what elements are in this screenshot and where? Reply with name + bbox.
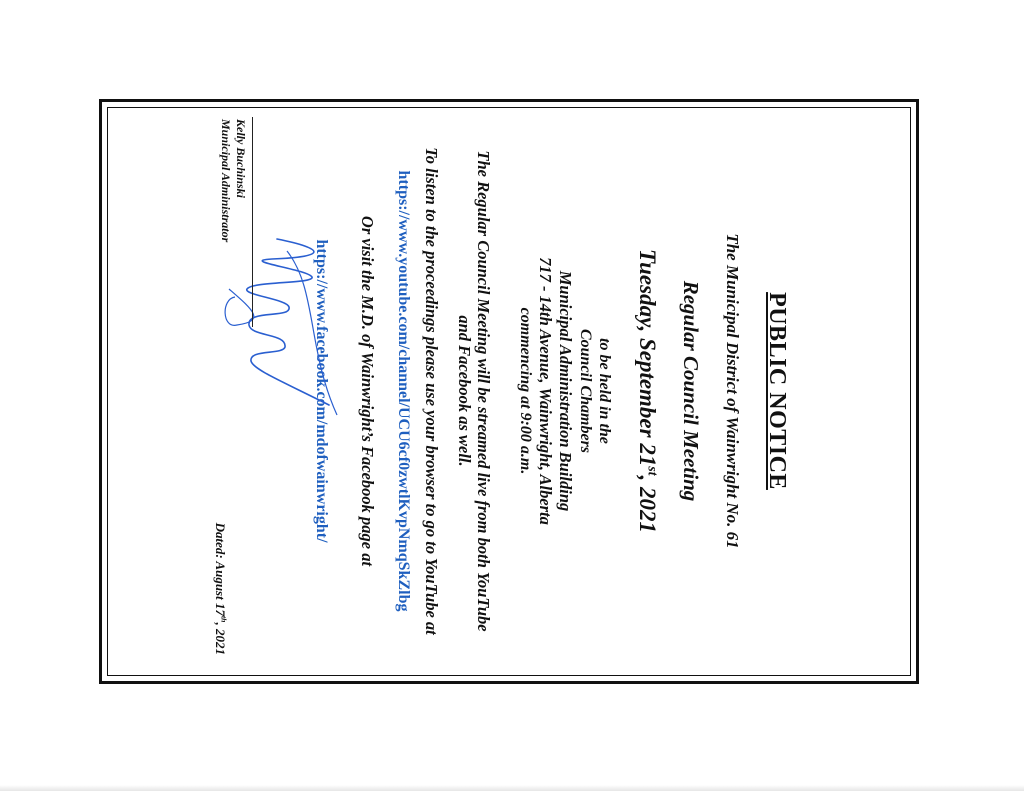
facebook-intro: Or visit the M.D. of Wainwright’s Facebook page at: [358, 215, 377, 567]
youtube-link[interactable]: https://www.youtube.com/channel/UCU6cf0zwtlKvpNmqSkZlbg: [395, 170, 412, 612]
listen-instructions: To listen to the proceedings please use your browser to go to YouTube at: [422, 147, 441, 635]
meeting-date-suffix: st: [645, 466, 661, 476]
meeting-date: [636, 99, 659, 683]
meeting-date-main: Tuesday, September 21: [635, 248, 660, 467]
building-text: Municipal Administration Building: [556, 270, 575, 512]
signature-line: [252, 117, 253, 327]
district-name: The Municipal District of Wainwright No. 61: [723, 233, 742, 549]
signer-name: Kelly Buchinski: [234, 119, 248, 199]
signer-title: Municipal Administrator: [219, 119, 233, 243]
notice-sheet: [203, 99, 817, 683]
dated-year: , 2021: [213, 622, 228, 655]
time-text: commencing at 9:00 a.m.: [517, 307, 534, 475]
scan-edge: [0, 785, 1024, 791]
dated-suffix: th: [219, 615, 229, 623]
stream-line-2: and Facebook as well.: [455, 315, 474, 467]
meeting-name: Regular Council Meeting: [679, 280, 703, 502]
chambers-text: Council Chambers: [577, 328, 594, 454]
handwritten-signature: [217, 229, 347, 419]
facebook-link[interactable]: https://www.facebook.com/mdofwainwright/: [313, 239, 330, 543]
stream-line-1: The Regular Council Meeting will be streamed live from both YouTube: [474, 150, 493, 632]
address-text: 717 - 14th Avenue, Wainwright, Alberta: [536, 257, 555, 525]
meeting-date-year: , 2021: [635, 475, 660, 534]
notice-title: PUBLIC NOTICE: [764, 292, 790, 490]
dated-label: Dated: August 17: [213, 522, 228, 616]
held-in-text: to be held in the: [596, 338, 613, 444]
dated-line: [214, 523, 227, 655]
